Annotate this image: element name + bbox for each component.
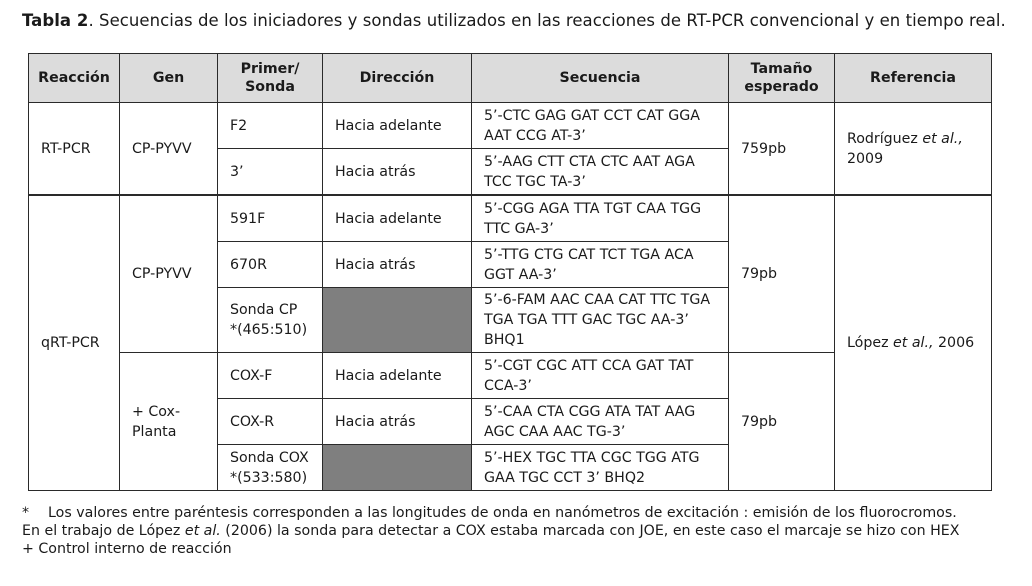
seq-line: TTC GA-3’ bbox=[484, 220, 554, 237]
header-primer bbox=[218, 54, 323, 103]
cell-secuencia bbox=[472, 149, 729, 196]
ref-etal: et al., bbox=[922, 130, 963, 147]
cell-tamano-cox: 79pb bbox=[729, 353, 835, 491]
seq-line: GAA TGC CCT 3’ BHQ2 bbox=[484, 469, 646, 486]
seq-line: 5’-CAA CTA CGG ATA TAT AAG bbox=[484, 403, 696, 420]
cell-direccion: Hacia atrás bbox=[323, 399, 472, 445]
ref-year: 2009 bbox=[847, 150, 884, 167]
note-asterisk: * bbox=[22, 505, 30, 521]
cell-gen-cox bbox=[120, 353, 218, 491]
cell-secuencia bbox=[472, 195, 729, 242]
header-secuencia: Secuencia bbox=[472, 54, 729, 103]
note-lopez bbox=[22, 523, 959, 541]
cell-referencia-rt bbox=[835, 103, 992, 196]
seq-line: GGT AA-3’ bbox=[484, 266, 557, 283]
cell-secuencia bbox=[472, 103, 729, 149]
seq-line: AGC CAA AAC TG-3’ bbox=[484, 423, 626, 440]
header-reaccion: Reacción bbox=[29, 54, 120, 103]
ref-author: Rodríguez bbox=[847, 130, 923, 147]
cell-secuencia bbox=[472, 445, 729, 491]
seq-line: 5’-CGG AGA TTA TGT CAA TGG bbox=[484, 200, 702, 217]
caption-label: Tabla 2 bbox=[22, 11, 89, 30]
cell-primer: 670R bbox=[218, 242, 323, 288]
seq-line: CCA-3’ bbox=[484, 377, 532, 394]
primer-wavelength: *(465:510) bbox=[230, 322, 308, 338]
cell-tamano-cp: 79pb bbox=[729, 195, 835, 353]
cell-direccion: Hacia adelante bbox=[323, 353, 472, 399]
ref-author: López bbox=[847, 335, 894, 351]
note-text: Los valores entre paréntesis corresponden a las longitudes de onda en nanómetros de excitación : emisión de los fluorocromos. bbox=[48, 505, 957, 521]
ref-year: 2006 bbox=[933, 335, 975, 351]
cell-reaccion-q: qRT-PCR bbox=[29, 195, 120, 491]
header-referencia: Referencia bbox=[835, 54, 992, 103]
note-text: En el trabajo de López bbox=[22, 522, 185, 539]
header-tamano bbox=[729, 54, 835, 103]
cell-primer: 3’ bbox=[218, 149, 323, 196]
gen-line: + Cox- bbox=[132, 403, 181, 420]
cell-direccion-empty bbox=[323, 445, 472, 491]
primers-table bbox=[28, 53, 992, 491]
cell-gen-cp: CP-PYVV bbox=[120, 195, 218, 353]
note-etal: et al. bbox=[184, 522, 221, 539]
seq-line: TCC TGC TA-3’ bbox=[484, 173, 586, 190]
cell-reaccion-rt: RT-PCR bbox=[29, 103, 120, 196]
cell-direccion: Hacia adelante bbox=[323, 103, 472, 149]
seq-line: 5’-6-FAM AAC CAA CAT TTC TGA bbox=[484, 292, 711, 308]
cell-primer: COX-R bbox=[218, 399, 323, 445]
seq-line: 5’-HEX TGC TTA CGC TGG ATG bbox=[484, 449, 700, 466]
note-text: (2006) la sonda para detectar a COX estaba marcada con JOE, en este caso el marcaje se hizo con HEX bbox=[220, 522, 960, 539]
table-notes bbox=[22, 505, 959, 558]
cell-direccion: Hacia atrás bbox=[323, 149, 472, 196]
header-primer-line2: Sonda bbox=[245, 79, 295, 95]
seq-line: 5’-AAG CTT CTA CTC AAT AGA bbox=[484, 153, 695, 170]
cell-secuencia bbox=[472, 353, 729, 399]
seq-line: AAT CCG AT-3’ bbox=[484, 127, 586, 144]
cell-direccion: Hacia atrás bbox=[323, 242, 472, 288]
caption-text: . Secuencias de los iniciadores y sondas utilizados en las reacciones de RT-PCR convencional y en tiempo real. bbox=[88, 11, 1006, 30]
primer-name: Sonda CP bbox=[230, 302, 298, 318]
cell-gen-rt: CP-PYVV bbox=[120, 103, 218, 196]
cell-primer: F2 bbox=[218, 103, 323, 149]
cell-primer bbox=[218, 288, 323, 353]
ref-etal: et al., bbox=[893, 335, 934, 351]
primer-wavelength: *(533:580) bbox=[230, 469, 308, 486]
header-gen: Gen bbox=[120, 54, 218, 103]
seq-line: 5’-CTC GAG GAT CCT CAT GGA bbox=[484, 107, 700, 124]
seq-line: 5’-TTG CTG CAT TCT TGA ACA bbox=[484, 246, 694, 263]
header-tamano-line2: esperado bbox=[744, 79, 819, 95]
header-primer-line1: Primer/ bbox=[240, 61, 300, 77]
header-direccion: Dirección bbox=[323, 54, 472, 103]
cell-secuencia bbox=[472, 242, 729, 288]
note-control: + Control interno de reacción bbox=[22, 540, 232, 557]
table-row bbox=[29, 195, 992, 242]
cell-referencia-q bbox=[835, 195, 992, 491]
cell-primer: 591F bbox=[218, 195, 323, 242]
table-caption bbox=[22, 11, 1006, 30]
cell-tamano-rt: 759pb bbox=[729, 103, 835, 196]
cell-primer bbox=[218, 445, 323, 491]
header-row bbox=[29, 54, 992, 103]
cell-secuencia bbox=[472, 399, 729, 445]
seq-line: BHQ1 bbox=[484, 332, 525, 348]
seq-line: 5’-CGT CGC ATT CCA GAT TAT bbox=[484, 357, 694, 374]
cell-secuencia bbox=[472, 288, 729, 353]
header-tamano-line1: Tamaño bbox=[750, 61, 813, 77]
cell-direccion-empty bbox=[323, 288, 472, 353]
gen-line: Planta bbox=[132, 423, 177, 440]
note-wavelengths bbox=[22, 505, 959, 523]
cell-direccion: Hacia adelante bbox=[323, 195, 472, 242]
seq-line: TGA TGA TTT GAC TGC AA-3’ bbox=[484, 312, 689, 328]
cell-primer: COX-F bbox=[218, 353, 323, 399]
primer-name: Sonda COX bbox=[230, 449, 309, 466]
table-row bbox=[29, 103, 992, 149]
